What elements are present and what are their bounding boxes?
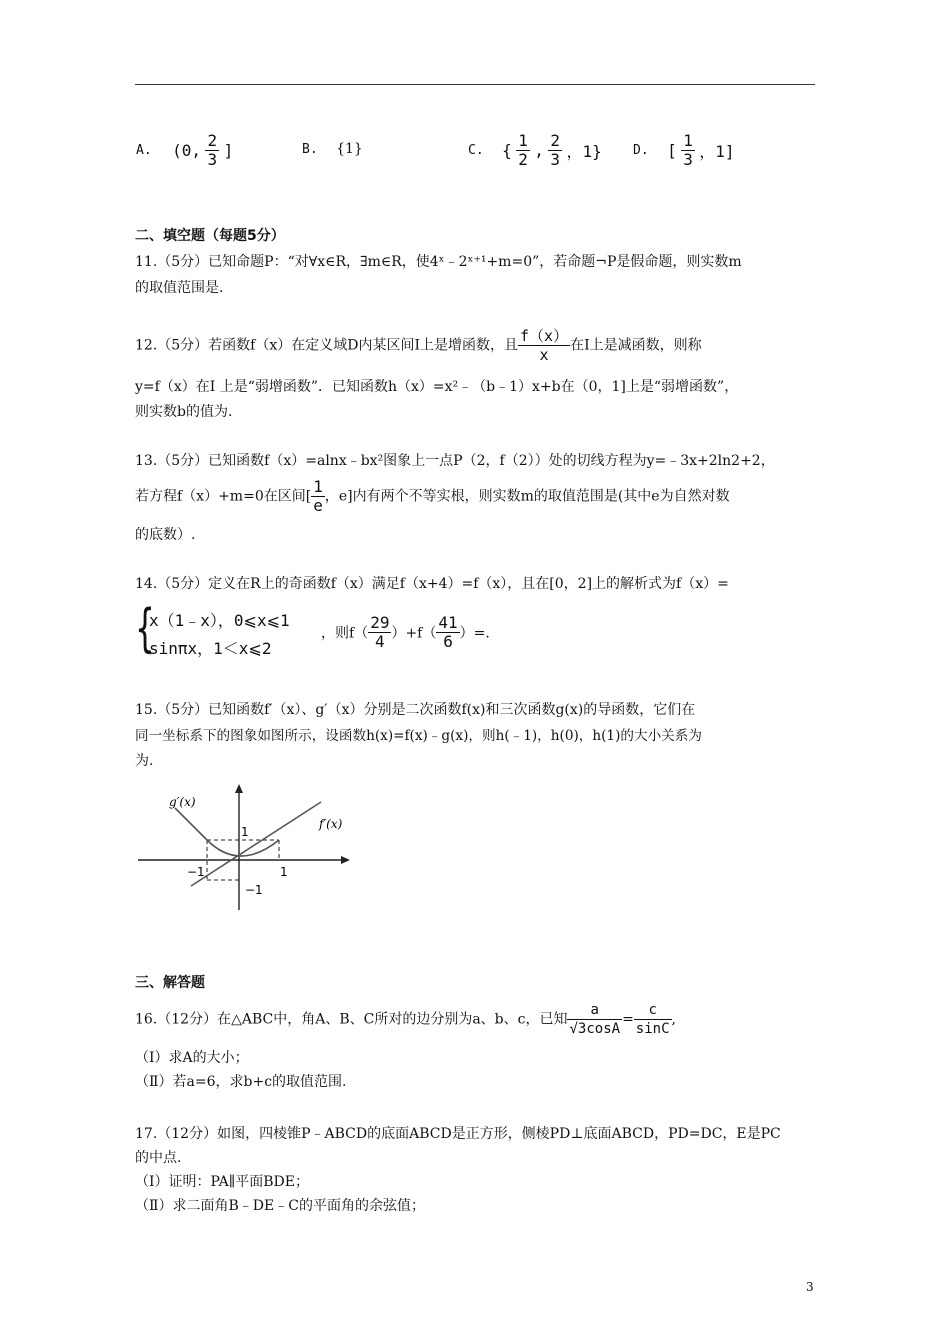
q15-line3: 为.	[135, 753, 154, 769]
q17-item2: （Ⅱ）求二面角B﹣DE﹣C的平面角的余弦值；	[135, 1198, 425, 1214]
option-c: C. { $\frac{1}{2}$ , $\frac{2}{3}$ ，1}	[468, 131, 602, 169]
q14-tail: ，则f（ $\frac{29}{4}$ ）+f（ $\frac{41}{6}$ ）=.	[321, 613, 490, 651]
q16-fraction-2: $\frac{c}{\sin C}$	[635, 1002, 670, 1037]
option-d: D. [ $\frac{1}{3}$ ，1]	[633, 131, 735, 169]
q11-line2: 的取值范围是.	[135, 280, 224, 296]
option-c-fraction-2: $\frac{2}{3}$	[550, 131, 561, 169]
tick-neg1-x: −1	[187, 865, 205, 879]
q15-line1: 15.（5分）已知函数f′（x）、g′（x）分别是二次函数f(x)和三次函数g(x)的导函数，它们在	[135, 702, 696, 718]
q13-line3: 的底数）.	[135, 527, 196, 543]
option-c-fraction-1: $\frac{1}{2}$	[518, 131, 528, 169]
q17-item1: （Ⅰ）证明：PA∥平面BDE；	[135, 1174, 309, 1190]
g-prime-label: g′(x)	[169, 795, 196, 809]
f-prime-label: f′(x)	[319, 817, 343, 831]
derivative-graph	[135, 780, 355, 915]
q12-line2: y=f（x）在I 上是“弱增函数”．已知函数h（x）=x²﹣（b﹣1）x+b在（0，1]上是“弱增函数”，	[135, 379, 739, 395]
q11-line1: 11.（5分）已知命题P：“对∀x∈R，∃m∈R，使4ˣ﹣2ˣ⁺¹+m=0”，若命题¬P是假命题，则实数m	[135, 254, 742, 270]
q13-line1: 13.（5分）已知函数f（x）=alnx﹣bx²图象上一点P（2，f（2））处的切线方程为y=﹣3x+2ln2+2，	[135, 453, 775, 469]
q15-line2: 同一坐标系下的图象如图所示，设函数h(x)=f(x)﹣g(x)，则h(﹣1)，h(0)，h(1)的大小关系为	[135, 728, 702, 744]
option-d-fraction: $\frac{1}{3}$	[683, 131, 693, 169]
g-prime-curve	[175, 808, 279, 856]
q12-fraction: $\frac{f(x)}{x}$	[520, 327, 569, 364]
option-b: B. {1}	[302, 141, 363, 157]
header-rule	[135, 84, 815, 85]
tick-1-y: 1	[241, 825, 249, 839]
page-number: 3	[806, 1280, 814, 1294]
q12-line1: 12.（5分）若函数f（x）在定义域D内某区间I上是增函数，且 $\frac{f(x)}{x}$ 在I上是减函数，则称	[135, 327, 702, 364]
piecewise-case-1: x（1﹣x），0⩽x⩽1	[149, 611, 290, 630]
q13-line2: 若方程f（x）+m=0在区间[ $\frac{1}{e}$ ，e]内有两个不等实根，则实数m的取值范围是(其中e为自然对数	[135, 477, 730, 515]
q12-line3: 则实数b的值为.	[135, 404, 233, 420]
q14-fraction-2: $\frac{41}{6}$	[438, 613, 458, 651]
tick-neg1-y: −1	[245, 883, 263, 897]
option-a-fraction: $\frac{2}{3}$	[207, 131, 218, 169]
q16-line1: 16.（12分）在△ABC中，角A、B、C所对的边分别为a、b、c，已知 $\frac{a}{√3\cos A}$ = $\frac{c}{\sin C}$ ,	[135, 1002, 676, 1037]
q16-item2: （Ⅱ）若a=6，求b+c的取值范围.	[135, 1074, 347, 1090]
q17-line2: 的中点.	[135, 1150, 182, 1166]
x-axis-arrow	[341, 856, 350, 864]
piecewise-brace: {	[135, 599, 155, 659]
y-axis-arrow	[235, 784, 243, 793]
q14-line1: 14.（5分）定义在R上的奇函数f（x）满足f（x+4）=f（x），且在[0，2]上的解析式为f（x）=	[135, 576, 729, 592]
q16-fraction-1: $\frac{a}{√3\cos A}$	[569, 1002, 621, 1037]
q14-fraction-1: $\frac{29}{4}$	[370, 613, 390, 651]
section-2-title: 二、填空题（每题5分）	[135, 228, 285, 244]
q17-line1: 17.（12分）如图，四棱锥P﹣ABCD的底面ABCD是正方形，侧棱PD⊥底面ABCD，PD=DC，E是PC	[135, 1126, 781, 1142]
q16-item1: （Ⅰ）求A的大小；	[135, 1050, 249, 1066]
tick-1-x: 1	[280, 865, 288, 879]
section-3-title: 三、解答题	[135, 975, 205, 991]
q13-fraction: $\frac{1}{e}$	[313, 477, 323, 515]
option-a: A. (0, $\frac{2}{3}$ ]	[136, 131, 234, 169]
piecewise-case-2: sinπx，1＜x⩽2	[149, 639, 272, 658]
